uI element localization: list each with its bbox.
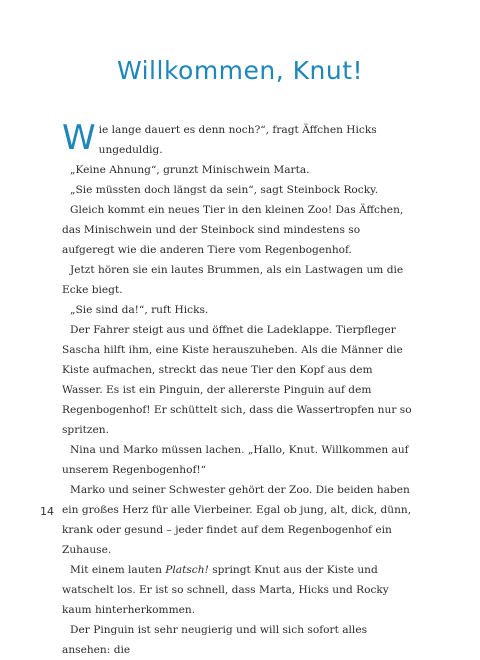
paragraph: Jetzt hören sie ein lautes Brummen, als ein Lastwagen um die Ecke biegt. (62, 264, 404, 296)
paragraph: Nina und Marko müssen lachen. „Hallo, Knut. Willkommen auf unserem Regenbogenhof!“ (62, 444, 409, 476)
page-number: 14 (40, 505, 54, 518)
paragraph: Marko und seiner Schwester gehört der Zoo. Die beiden haben ein großes Herz für alle Vierbeiner. Egal ob jung, alt, dick, dünn, krank oder gesund – jeder findet auf dem Regenbogenhof ein Zuhause. (62, 484, 412, 556)
paragraph: „Sie sind da!“, ruft Hicks. (70, 304, 209, 316)
paragraph: Wie lange dauert es denn noch?“, fragt Äffchen Hicks ungeduldig. (62, 118, 377, 158)
paragraph: Der Pinguin ist sehr neugierig und will sich sofort alles ansehen: die (62, 624, 368, 656)
paragraph: Der Fahrer steigt aus und öffnet die Ladeklappe. Tierpfleger Sascha hilft ihm, eine Kiste herauszuheben. Als die Männer die Kiste aufmachen, streckt das neue Tier den Kopf aus dem Wasser. Es ist ein Pinguin, der allererste Pinguin auf dem Regenbogenhof! Er schüttelt sich, dass die Wassertropfen nur so spritzen. (62, 324, 412, 436)
paragraph: Mit einem lauten Platsch! springt Knut aus der Kiste und watschelt los. Er ist so schnell, dass Marta, Hicks und Rocky kaum hinterherkommen. (62, 564, 389, 616)
chapter-body (62, 120, 412, 660)
paragraph: „Sie müssten doch längst da sein“, sagt Steinbock Rocky. (70, 184, 379, 196)
drop-cap: W (62, 118, 96, 158)
paragraph: „Keine Ahnung“, grunzt Minischwein Marta. (70, 164, 310, 176)
chapter-title: Willkommen, Knut! (116, 56, 364, 85)
paragraph: Gleich kommt ein neues Tier in den kleinen Zoo! Das Äffchen, das Minischwein und der Steinbock sind mindestens so aufgeregt wie die anderen Tiere vom Regenbogenhof. (62, 204, 404, 256)
sound-word: Platsch! (165, 564, 209, 576)
